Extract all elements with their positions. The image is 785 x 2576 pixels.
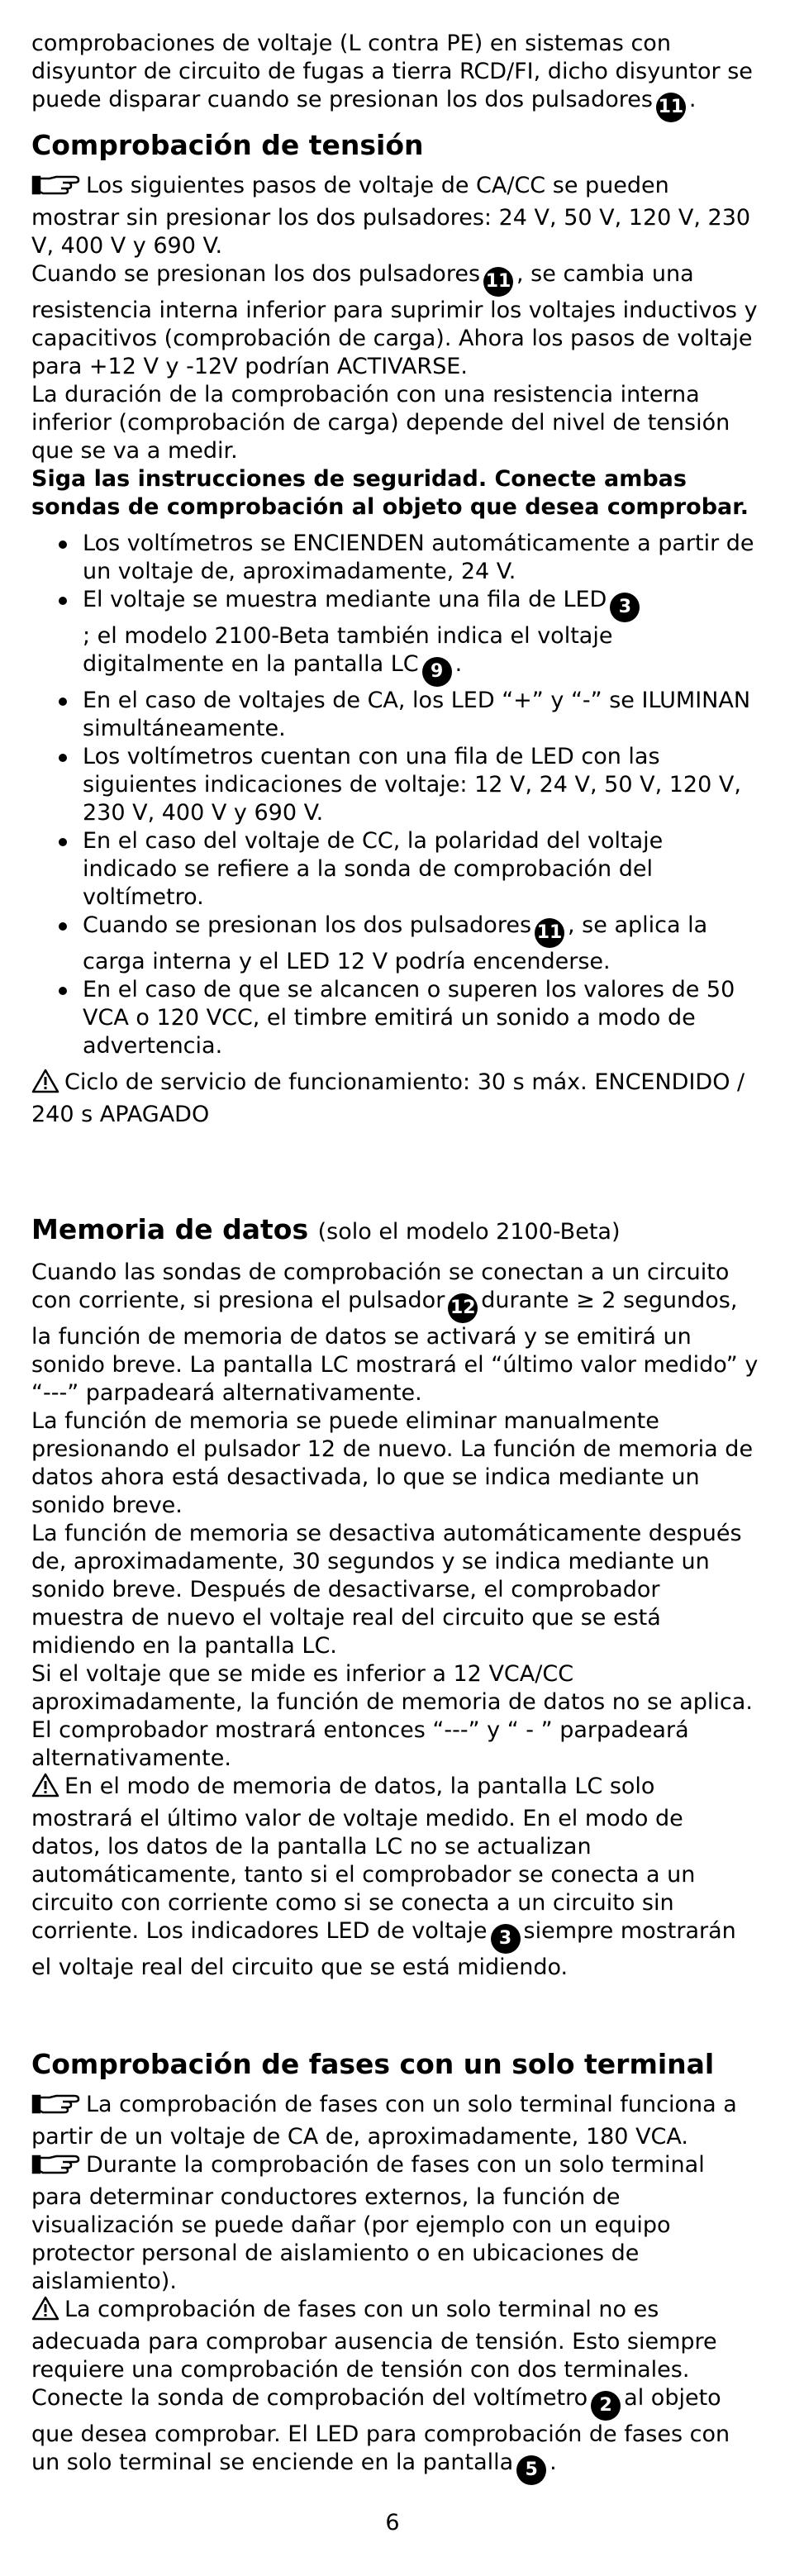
circled-number-icon: 2 — [591, 2391, 621, 2421]
pointing-hand-icon — [31, 2093, 81, 2123]
safety-instruction: Siga las instrucciones de seguridad. Conecte ambas sondas de comprobación al objeto que desea comprobar. — [31, 466, 749, 520]
pointing-hand-icon — [31, 174, 81, 204]
circled-number-icon: 3 — [610, 593, 640, 622]
circled-number-icon: 11 — [483, 267, 513, 297]
section-subtitle: (solo el modelo 2100-Beta) — [317, 1219, 621, 1245]
list-item: Los voltímetros se ENCIENDEN automáticamente a partir de un voltaje de, aproximadamente, 24 V. — [31, 530, 759, 586]
paragraph: La duración de la comprobación con una resistencia interna inferior (comprobación de carga) depende del nivel de tensión que se va a medir. — [31, 382, 730, 464]
warning-triangle-icon — [31, 1773, 59, 1805]
section-title: Comprobación de tensión — [31, 129, 424, 161]
intro-text: comprobaciones de voltaje (L contra PE) en sistemas con disyuntor de circuito de fugas a tierra RCD/FI, dicho disyuntor se puede disparar cuando se presionan los dos pulsadores — [31, 31, 753, 112]
circled-number-icon: 11 — [656, 93, 686, 122]
list-item: Cuando se presionan los dos pulsadores 11 , se aplica la carga interna y el LED 12 V podría encenderse. — [31, 912, 759, 976]
circled-number-icon: 12 — [448, 1293, 478, 1323]
section-fases: Comprobación de fases con un solo terminal La comprobación de fases con un solo terminal funciona a partir de un voltaje de CA de, aproximadamente, 180 VCA. Durante la comprobación de fases con un solo terminal para determinar conductores externos, la función de visualización se puede dañar (por ejemplo con un equipo protector personal de aislamiento o en ubicaciones de aislamiento). La comprobación de fases con un solo terminal no es adecuada para comprobar ausencia de tensión. Esto siempre requiere una comprobación de tensión con dos terminales. Conecte la sonda de comprobación del voltímetro 2 al objeto que desea comprobar. El LED para comprobación de fases con un solo terminal se enciende en la pantalla 5 . — [31, 2048, 759, 2485]
info-note: Los siguientes pasos de voltaje de CA/CC se pueden mostrar sin presionar los dos pulsadores: 24 V, 50 V, 120 V, 230 V, 400 V y 690 V. — [31, 173, 751, 259]
section-memoria: Memoria de datos (solo el modelo 2100-Beta) Cuando las sondas de comprobación se conectan a un circuito con corriente, si presiona el pulsador 12 durante ≥ 2 segundos, la función de memoria de datos se activará y se emitirá un sonido breve. La pantalla LC mostrará el “último valor medido” y “---” parpadeará alternativamente. La función de memoria se puede eliminar manualmente presionando el pulsador 12 de nuevo. La función de memoria de datos ahora está desactivada, lo que se indica mediante un sonido breve. La función de memoria se desactiva automáticamente después de, aproximadamente, 30 segundos y se indica mediante un sonido breve. Después de desactivarse, el comprobador muestra de nuevo el voltaje real del circuito que se está midiendo en la pantalla LC. Si el voltaje que se mide es inferior a 12 VCA/CC aproximadamente, la función de memoria de datos no se aplica. El comprobador mostrará entonces “---” y “ - ” parpadeará alternativamente. En el modo de memoria de datos, la pantalla LC solo mostrará el último valor de voltaje medido. En el modo de datos, los datos de la pantalla LC no se actualizan automáticamente, tanto si el comprobador se conecta a un circuito con corriente como si se conecta a un circuito sin corriente. Los indicadores LED de voltaje 3 siempre mostrarán el voltaje real del circuito que se está midiendo. — [31, 1213, 759, 1980]
bullet-list — [31, 530, 759, 1060]
list-item: En el caso de que se alcancen o superen los valores de 50 VCA o 120 VCC, el timbre emitirá un sonido a modo de advertencia. — [31, 976, 759, 1060]
circled-number-icon: 3 — [491, 1924, 521, 1954]
paragraph: Si el voltaje que se mide es inferior a 12 VCA/CC aproximadamente, la función de memoria de datos no se aplica. El comprobador mostrará entonces “---” y “ - ” parpadeará alternativamente. — [31, 1661, 753, 1771]
warning-triangle-icon — [31, 1069, 59, 1101]
section-title: Comprobación de fases con un solo terminal — [31, 2048, 715, 2080]
section-title: Memoria de datos — [31, 1213, 309, 1245]
info-note: La comprobación de fases con un solo terminal funciona a partir de un voltaje de CA de, aproximadamente, 180 VCA. — [31, 2092, 737, 2150]
list-item: El voltaje se muestra mediante una fila de LED 3 ; el modelo 2100-Beta también indica el voltaje digitalmente en la pantalla LC 9 . — [31, 586, 759, 687]
circled-number-icon: 9 — [422, 657, 452, 687]
warning-triangle-icon — [31, 2296, 59, 2328]
warning-note: La comprobación de fases con un solo terminal no es adecuada para comprobar ausencia de tensión. Esto siempre requiere una comprobación de tensión con dos terminales. — [31, 2297, 717, 2383]
duty-cycle-warning: Ciclo de servicio de funcionamiento: 30 s máx. ENCENDIDO / 240 s APAGADO — [31, 1069, 745, 1127]
section-tension: Comprobación de tensión Los siguientes pasos de voltaje de CA/CC se pueden mostrar sin presionar los dos pulsadores: 24 V, 50 V, 120 V, 230 V, 400 V y 690 V. Cuando se presionan los dos pulsadores 11 , se cambia una resistencia interna inferior para suprimir los voltajes inductivos y capacitivos (comprobación de carga). Ahora los pasos de voltaje para +12 V y -12V podrían ACTIVARSE. La duración de la comprobación con una resistencia interna inferior (comprobación de carga) depende del nivel de tensión que se va a medir. Siga las instrucciones de seguridad. Conecte ambas sondas de comprobación al objeto que desea comprobar. Los voltímetros se ENCIENDEN automáticamente a partir de un voltaje de, aproximadamente, 24 V. El voltaje se muestra mediante una fila de LED 3 ; el modelo 2100-Beta también indica el voltaje digitalmente en la pantalla LC 9 . En el caso de voltajes de CA, los LED “+” y “-” se ILUMINAN simultáneamente. Los voltímetros cuentan con una fila de LED con las siguientes indicaciones de voltaje: 12 V, 24 V, 50 V, 120 V, 230 V, 400 V y 690 V. En el caso del voltaje de CC, la polaridad del voltaje indicado se refiere a la sonda de comprobación del voltímetro. Cuando se presionan los dos pulsadores 11 , se aplica la carga interna y el LED 12 V podría encenderse. En el caso de que se alcancen o superen los valores de 50 VCA o 120 VCC, el timbre emitirá un sonido a modo de advertencia. Ciclo de servicio de funcionamiento: 30 s máx. ENCENDIDO / 240 s APAGADO — [31, 129, 758, 1127]
circled-number-icon: 11 — [535, 918, 564, 948]
info-note: Durante la comprobación de fases con un solo terminal para determinar conductores externos, la función de visualización se puede dañar (por ejemplo con un equipo protector personal de aislamiento o en ubicaciones de aislamiento). — [31, 2152, 705, 2294]
circled-number-icon: 5 — [516, 2455, 546, 2485]
list-item: En el caso de voltajes de CA, los LED “+” y “-” se ILUMINAN simultáneamente. — [31, 687, 759, 743]
list-item: En el caso del voltaje de CC, la polaridad del voltaje indicado se refiere a la sonda de comprobación del voltímetro. — [31, 827, 759, 912]
paragraph: La función de memoria se desactiva automáticamente después de, aproximadamente, 30 segundos y se indica mediante un sonido breve. Después de desactivarse, el comprobador muestra de nuevo el voltaje real del circuito que se está midiendo en la pantalla LC. — [31, 1521, 742, 1659]
pointing-hand-icon — [31, 2153, 81, 2183]
paragraph: La función de memoria se puede eliminar manualmente presionando el pulsador 12 de nuevo. La función de memoria de datos ahora está desactivada, lo que se indica mediante un sonido breve. — [31, 1408, 754, 1518]
list-item: Los voltímetros cuentan con una fila de LED con las siguientes indicaciones de voltaje: 12 V, 24 V, 50 V, 120 V, 230 V, 400 V y 690 V. — [31, 743, 759, 827]
intro-continuation: comprobaciones de voltaje (L contra PE) en sistemas con disyuntor de circuito de fugas a tierra RCD/FI, dicho disyuntor se puede disparar cuando se presionan los dos pulsadores 11 . — [31, 30, 759, 122]
page-number: 6 — [385, 2510, 400, 2536]
